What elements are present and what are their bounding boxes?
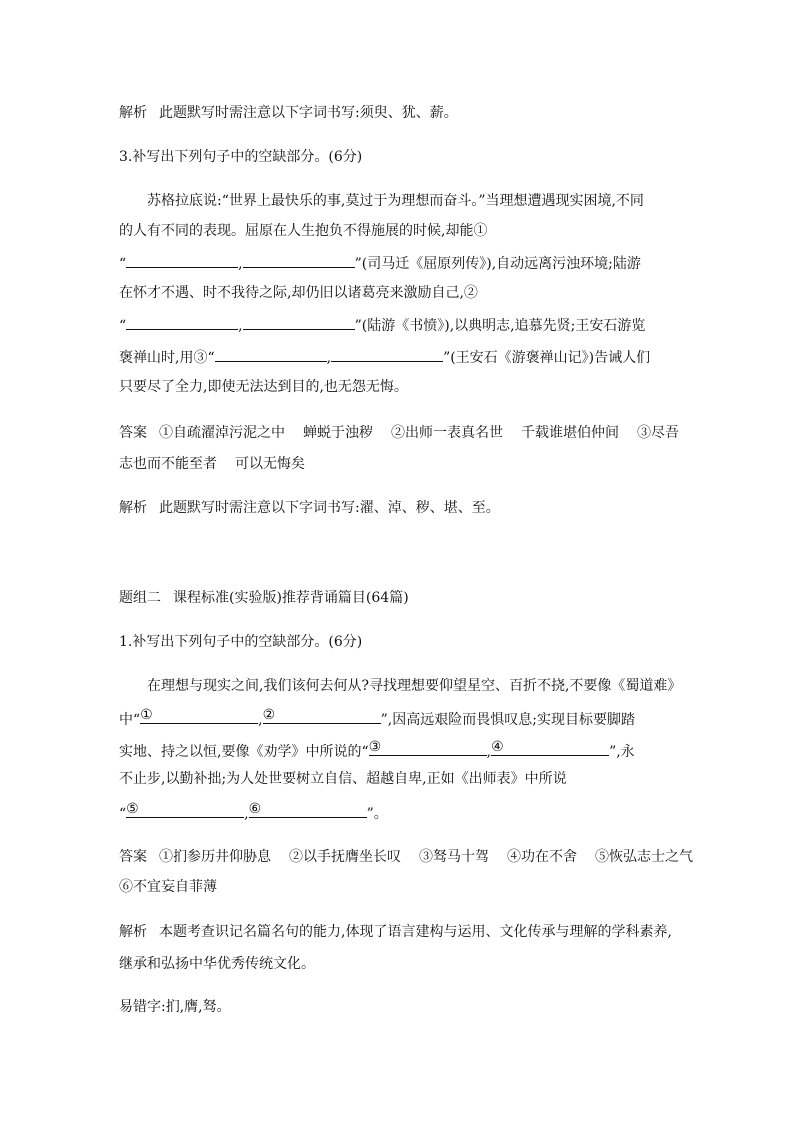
- line-text: ”(王安石《游褒禅山记》)告诫人们: [443, 350, 651, 366]
- answer-item: ①自疏濯淖污泥之中: [159, 425, 285, 441]
- line-text: ”,因高远艰险而畏惧叹息;实现目标要脚踏: [380, 712, 635, 728]
- blank-field[interactable]: [243, 314, 355, 330]
- question-paragraph-line: 在怀才不遇、时不我待之际,却仍旧以诸葛亮来激励自己,②: [119, 285, 478, 301]
- line-text: 实地、持之以恒,要像《劝学》中所说的“: [119, 744, 369, 760]
- comma: ,: [244, 806, 249, 822]
- answer-item: ④功在不舍: [507, 849, 577, 865]
- section-heading: [119, 587, 409, 609]
- question-paragraph-line: 只要尽了全力,即使无法达到目的,也无怨无悔。: [119, 379, 408, 395]
- question-title: 1.补写出下列句子中的空缺部分。(6分): [119, 634, 363, 650]
- error-note: 易错字:扪,膺,驽。: [119, 999, 231, 1015]
- question-blank-line: [119, 252, 641, 275]
- blank-number: ④: [491, 739, 504, 755]
- line-text: ”。: [366, 806, 388, 822]
- answer-line: [119, 453, 305, 475]
- blank-field[interactable]: [369, 738, 487, 756]
- answer-line: [119, 846, 693, 868]
- blank-field[interactable]: [215, 346, 327, 362]
- answer-label: 答案: [119, 425, 147, 441]
- question-paragraph-line: 不止步,以勤补拙;为人处世要树立自信、超越自卑,正如《出师表》中所说: [119, 771, 567, 787]
- answer-item: ②以手抚膺坐长叹: [289, 849, 401, 865]
- analysis-line: 继承和弘扬中华优秀传统文化。: [119, 956, 315, 972]
- line-text: “: [119, 806, 127, 822]
- answer-item: 志也而不能至者: [119, 456, 217, 472]
- answer-item: 千载谁堪伯仲间: [521, 425, 619, 441]
- answer-item: ①扪参历井仰胁息: [159, 849, 271, 865]
- question-blank-line: [119, 738, 635, 763]
- blank-field[interactable]: [243, 252, 355, 268]
- answer-item: ③驽马十驾: [419, 849, 489, 865]
- blank-field[interactable]: [263, 706, 381, 724]
- answer-item: ③尽吾: [637, 425, 679, 441]
- quote-mark: “: [119, 256, 127, 272]
- line-text: 中“: [119, 712, 141, 728]
- comma: ,: [326, 350, 332, 366]
- blank-number: ①: [140, 707, 153, 723]
- blank-field[interactable]: [126, 800, 244, 818]
- blank-number: ⑥: [248, 801, 262, 817]
- question-paragraph-line: 的人有不同的表现。屈原在人生抱负不得施展的时候,却能①: [119, 223, 488, 239]
- question-blank-line: [119, 346, 650, 369]
- question-paragraph-line: 苏格拉底说:“世界上最快乐的事,莫过于为理想而奋斗。”当理想遭遇现实困境,不同: [147, 193, 644, 209]
- answer-item: ②出师一表真名世: [391, 425, 503, 441]
- analysis-text: 此题默写时需注意以下字词书写:濯、淖、秽、堪、至。: [159, 500, 500, 516]
- analysis-line: [119, 921, 672, 943]
- line-text: ”(陆游《书愤》),以典明志,追慕先贤;王安石游览: [354, 318, 646, 334]
- comma: ,: [238, 256, 243, 272]
- answer-item: ⑥不宜妄自菲薄: [119, 879, 217, 895]
- line-text: ”(司马迁《屈原列传》),自动远离污浊环境;陆游: [354, 256, 641, 272]
- analysis-label: 解析: [119, 500, 147, 516]
- quote-mark: “: [119, 318, 127, 334]
- blank-number: ②: [262, 707, 276, 723]
- analysis-text: 本题考查识记名篇名句的能力,体现了语言建构与运用、文化传承与理解的学科素养,: [159, 924, 672, 940]
- answer-line: [119, 876, 217, 898]
- section-title: 课程标准(实验版)推荐背诵篇目(64篇): [173, 590, 409, 606]
- comma: ,: [258, 712, 263, 728]
- answer-item: 可以无悔矣: [235, 456, 305, 472]
- question-blank-line: [119, 800, 388, 825]
- analysis-line: [119, 497, 500, 519]
- answer-line: [119, 422, 679, 444]
- blank-field[interactable]: [126, 314, 238, 330]
- question-blank-line: [119, 706, 635, 731]
- question-title: 3.补写出下列句子中的空缺部分。(6分): [119, 149, 363, 165]
- question-paragraph-line: 在理想与现实之间,我们该何去何从?寻找理想要仰望星空、百折不挠,不要像《蜀道难》: [147, 678, 682, 694]
- blank-field[interactable]: [249, 800, 367, 818]
- line-text: ”,永: [609, 744, 635, 760]
- analysis-label: 解析: [119, 105, 147, 121]
- line-text: 褒禅山时,用③“: [119, 350, 215, 366]
- blank-field[interactable]: [331, 346, 443, 362]
- section-label: 题组二: [119, 590, 161, 606]
- question-blank-line: [119, 314, 645, 337]
- comma: ,: [238, 318, 243, 334]
- analysis-label: 解析: [119, 924, 147, 940]
- answer-item: 蝉蜕于浊秽: [303, 425, 373, 441]
- blank-field[interactable]: [491, 738, 609, 756]
- analysis-line: [119, 102, 458, 124]
- comma: ,: [486, 744, 492, 760]
- answer-item: ⑤恢弘志士之气: [595, 849, 693, 865]
- blank-field[interactable]: [140, 706, 258, 724]
- analysis-text: 此题默写时需注意以下字词书写:须臾、犹、薪。: [159, 105, 458, 121]
- answer-label: 答案: [119, 849, 147, 865]
- blank-field[interactable]: [126, 252, 238, 268]
- blank-number: ③: [368, 739, 382, 755]
- blank-number: ⑤: [126, 801, 139, 817]
